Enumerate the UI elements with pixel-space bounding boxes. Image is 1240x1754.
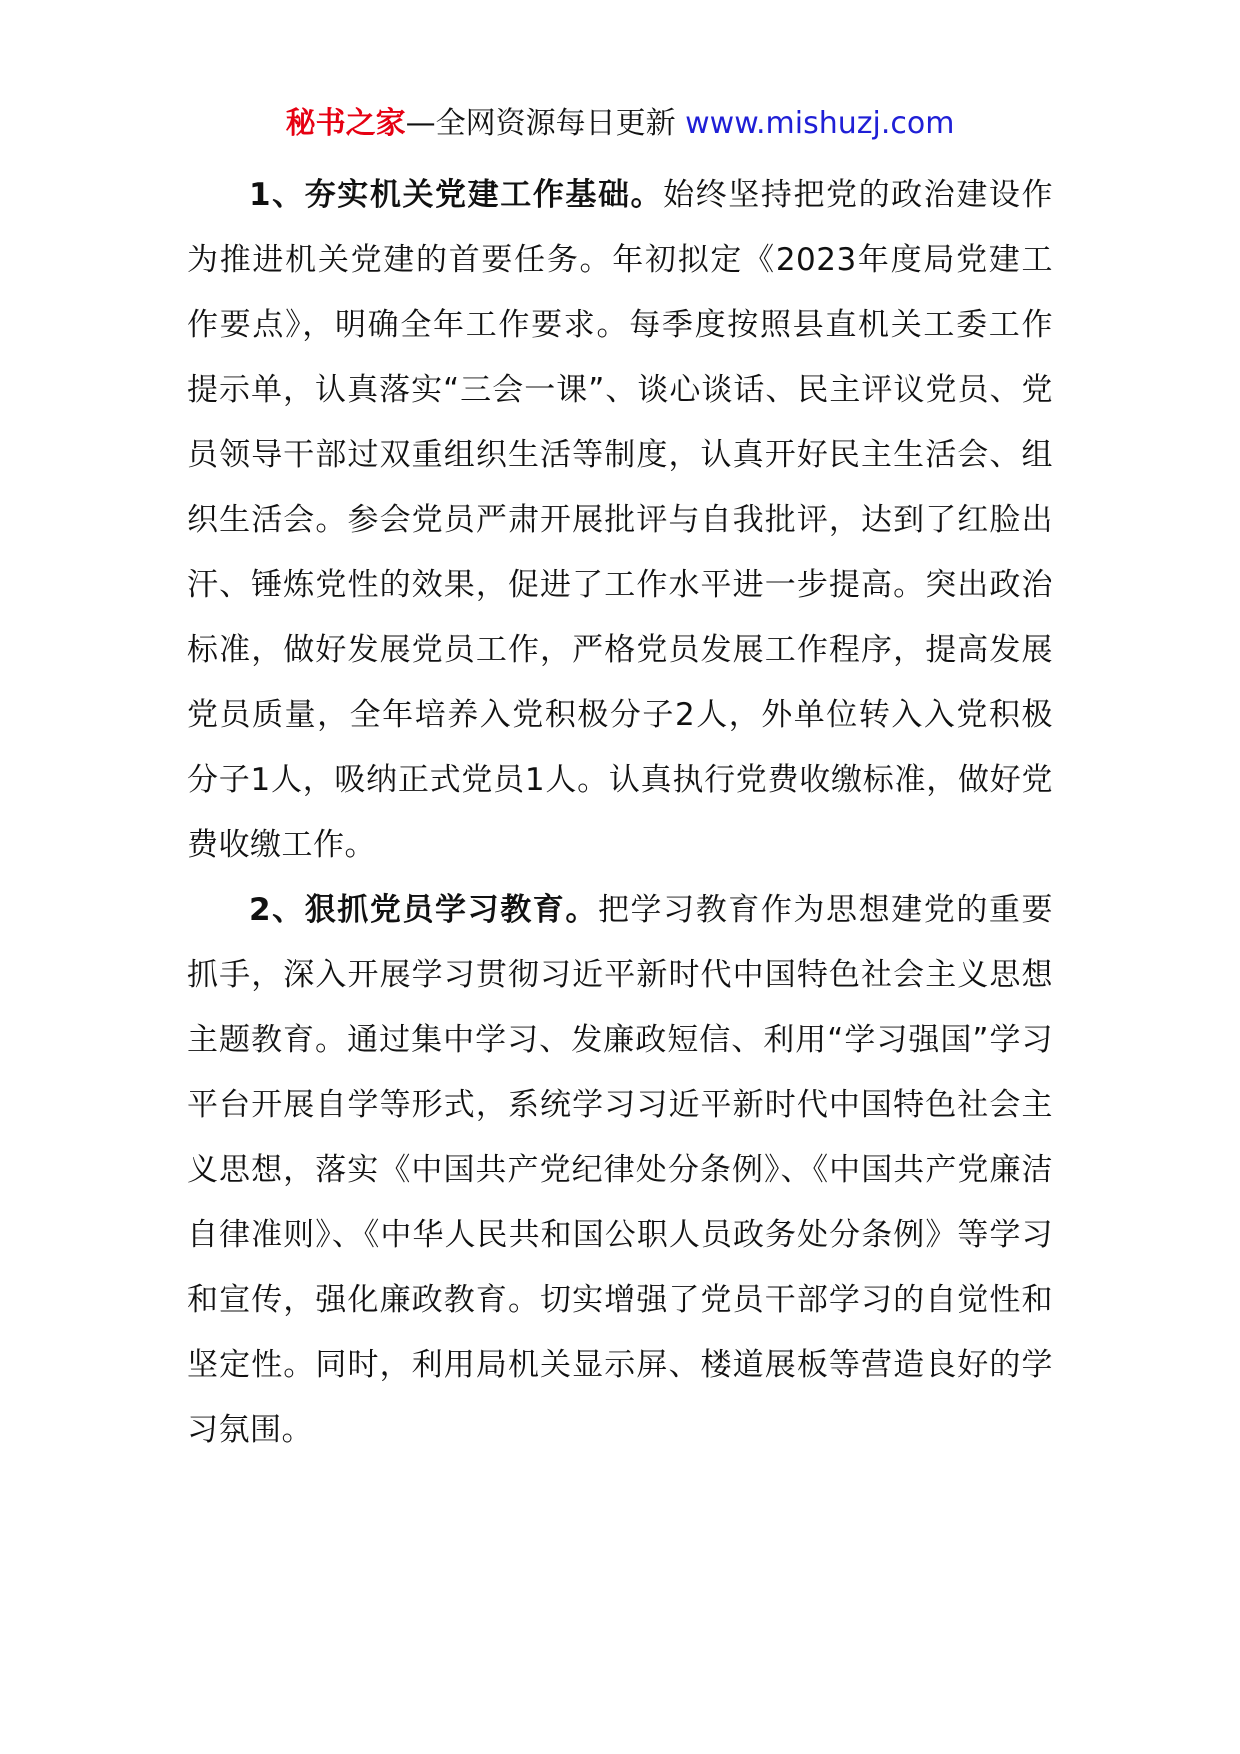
paragraph-2 (187, 878, 1053, 1463)
brand-name: 秘书之家 (285, 106, 406, 141)
paragraph-1-heading: 1、夯实机关党建工作基础。 (249, 177, 664, 213)
paragraph-2-text: 把学习教育作为思想建党的重要抓手，深入开展学习贯彻习近平新时代中国特色社会主义思想主题教育。通过集中学习、发廉政短信、利用“学习强国”学习平台开展自学等形式，系统学习习近平新时代中国特色社会主义思想，落实《中国共产党纪律处分条例》、《中国共产党廉洁自律准则》、《中华人民共和国公职人员政务处分条例》等学习和宣传，强化廉政教育。切实增强了党员干部学习的自觉性和坚定性。同时，利用局机关显示屏、楼道展板等营造良好的学习氛围。 (187, 892, 1053, 1448)
page-header (0, 102, 1240, 146)
paragraph-1 (187, 163, 1053, 878)
header-tagline: —全网资源每日更新 (405, 106, 676, 141)
paragraph-1-text: 始终坚持把党的政治建设作为推进机关党建的首要任务。年初拟定《2023年度局党建工作要点》，明确全年工作要求。每季度按照县直机关工委工作提示单，认真落实“三会一课”、谈心谈话、民主评议党员、党员领导干部过双重组织生活等制度，认真开好民主生活会、组织生活会。参会党员严肃开展批评与自我批评，达到了红脸出汗、锤炼党性的效果，促进了工作水平进一步提高。突出政治标准，做好发展党员工作，严格党员发展工作程序，提高发展党员质量，全年培养入党积极分子2人，外单位转入入党积极分子1人，吸纳正式党员1人。认真执行党费收缴标准，做好党费收缴工作。 (187, 177, 1054, 863)
document-body (187, 163, 1053, 1463)
site-url-link[interactable]: www.mishuzj.com (685, 106, 955, 141)
paragraph-2-heading: 2、狠抓党员学习教育。 (249, 892, 598, 928)
